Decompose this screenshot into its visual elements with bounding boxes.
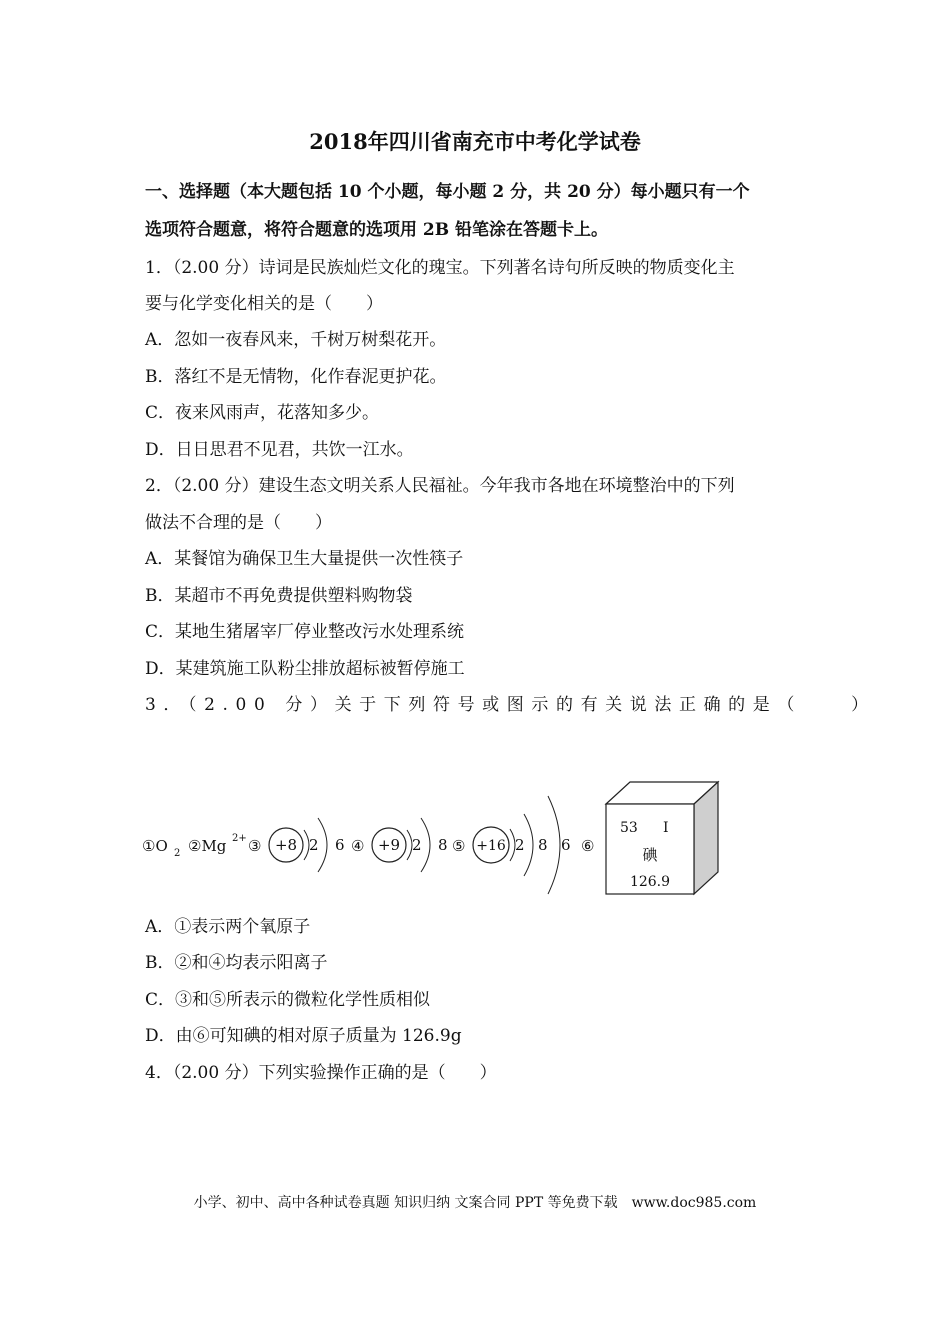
periodic-element-cube [606, 782, 718, 894]
q1-option-d: D．日日思君不见君，共饮一江水。 [145, 440, 414, 460]
element-atomic-number: 53 [620, 820, 638, 836]
fig-label-2-superscript: 2+ [232, 833, 247, 844]
fig-label-3: ③ [248, 837, 262, 855]
electron-count-4-1: 2 [412, 836, 422, 854]
nucleus-charge-3: +8 [274, 836, 298, 854]
electron-shell-5-3 [548, 796, 560, 894]
q1-option-a: A．忽如一夜春风来，千树万树梨花开。 [145, 330, 447, 350]
nucleus-charge-5: +16 [476, 838, 506, 854]
section-header-line1: 一、选择题（本大题包括 10 个小题，每小题 2 分，共 20 分）每小题只有一个 [145, 182, 750, 202]
q2-option-a: A．某餐馆为确保卫生大量提供一次性筷子 [145, 549, 464, 569]
q2-stem-line2: 做法不合理的是（ ） [145, 513, 332, 533]
electron-shell-4-2 [421, 818, 430, 872]
fig-label-6: ⑥ [581, 837, 595, 855]
electron-count-5-3: 6 [561, 836, 571, 854]
page-footer: 小学、初中、高中各种试卷真题 知识归纳 文案合同 PPT 等免费下载 www.doc985.com [193, 1195, 757, 1211]
nucleus-charge-4: +9 [377, 836, 401, 854]
electron-count-3-1: 2 [309, 836, 319, 854]
q2-stem-line1: 2．（2.00 分）建设生态文明关系人民福祉。今年我市各地在环境整治中的下列 [145, 476, 735, 496]
q1-option-c: C．夜来风雨声，花落知多少。 [145, 403, 380, 423]
electron-count-4-2: 8 [438, 836, 448, 854]
atom-structure-3 [269, 818, 345, 872]
electron-shell-3-2 [318, 818, 327, 872]
fig-label-4: ④ [351, 837, 365, 855]
q2-option-b: B．某超市不再免费提供塑料购物袋 [145, 586, 413, 606]
q1-stem-line2: 要与化学变化相关的是（ ） [145, 294, 383, 314]
q3-figure [138, 776, 728, 902]
electron-shell-5-2 [524, 814, 533, 876]
element-atomic-mass: 126.9 [629, 874, 671, 890]
q1-stem-line1: 1．（2.00 分）诗词是民族灿烂文化的瑰宝。下列著名诗句所反映的物质变化主 [145, 258, 735, 278]
q1-option-b: B．落红不是无情物，化作春泥更护花。 [145, 367, 447, 387]
q3-stem: 3．（2.00 分）关于下列符号或图示的有关说法正确的是（ ） [145, 695, 876, 715]
electron-count-5-1: 2 [515, 836, 525, 854]
q2-option-c: C．某地生猪屠宰厂停业整改污水处理系统 [145, 622, 465, 642]
q3-option-b: B．②和④均表示阳离子 [145, 953, 328, 973]
q4-stem: 4．（2.00 分）下列实验操作正确的是（ ） [145, 1063, 497, 1083]
electron-count-5-2: 8 [538, 836, 548, 854]
fig-label-5: ⑤ [452, 837, 466, 855]
fig-label-1: ①O [142, 837, 168, 855]
element-symbol: I [663, 820, 669, 836]
atom-structure-5 [473, 796, 571, 894]
element-name: 碘 [642, 846, 658, 864]
page-title: 2018年四川省南充市中考化学试卷 [309, 129, 641, 154]
fig-label-1-subscript: 2 [174, 848, 181, 859]
fig-label-2: ②Mg [188, 837, 227, 855]
atom-structure-4 [372, 818, 448, 872]
electron-count-3-2: 6 [335, 836, 345, 854]
section-header-line2: 选项符合题意，将符合题意的选项用 2B 铅笔涂在答题卡上。 [145, 220, 609, 240]
q3-option-c: C．③和⑤所表示的微粒化学性质相似 [145, 990, 431, 1010]
q2-option-d: D．某建筑施工队粉尘排放超标被暂停施工 [145, 659, 465, 679]
q3-option-d: D．由⑥可知碘的相对原子质量为 126.9g [145, 1026, 462, 1046]
q3-option-a: A．①表示两个氧原子 [145, 917, 311, 937]
